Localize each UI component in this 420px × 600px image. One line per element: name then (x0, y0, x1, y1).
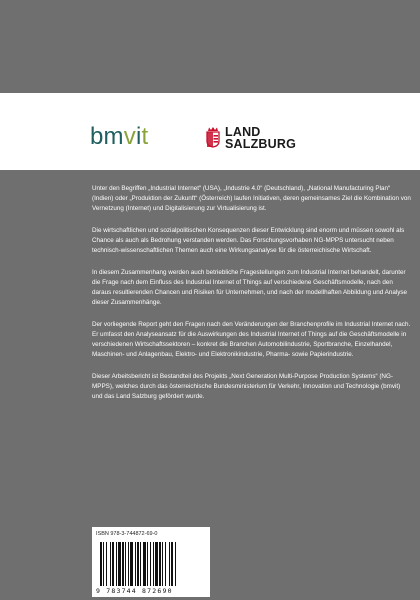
paragraph-5: Dieser Arbeitsbericht ist Bestandteil des Projekts „Next Generation Multi-Purpose Production Systems“ (NG-MPPS), welches durch das österreichische Bundesministerium für Verkehr, Innovation und Technologie (bmvit) und das Land Salzburg gefördert wurde. (92, 373, 401, 400)
land-label: LAND (225, 125, 261, 139)
barcode-icon (96, 542, 206, 586)
top-gray-band (0, 0, 420, 93)
paragraph-1: Unter den Begriffen „Industrial Internet“ (USA), „Industrie 4.0“ (Deutschland), „National Manufacturing Plan“ (Indien) oder „Produktion der Zukunft“ (Österreich) laufen Initiativen, deren gemeinsames Ziel die Kombination von Vernetzung (Internet) und Digitalisierung zur Virtualisierung ist. (92, 185, 411, 212)
paragraph-3: In diesem Zusammenhang werden auch betriebliche Fragestellungen zum Industrial Internet behandelt, darunter die Frage nach dem Einfluss des Industrial Internet of Things auf verschiedene Geschäftsmodelle, nach den daraus resultierenden Chancen und Risiken für Unternehmen, und nach der modellhaften Abbildung und Analyse dieser Zusammenhänge. (92, 269, 408, 306)
barcode-digits: 9 783744 872690 (96, 587, 173, 595)
isbn-box (92, 527, 210, 597)
paragraph-2: Die wirtschaftlichen und sozialpolitischen Konsequenzen dieser Entwicklung sind enorm und müssen sowohl als Chance als auch als Bedrohung verstanden werden. Das Forschungsvorhaben NG-MPPS untersucht neben technisch-wissenschaftlichen Themen auch eine Wirkungsanalyse für die österreichische Wirtschaft. (92, 227, 405, 254)
back-cover-text (92, 184, 412, 414)
salzburg-coat-of-arms-icon (205, 126, 221, 148)
paragraph-4: Der vorliegende Report geht den Fragen nach den Veränderungen der Branchenprofile im Industrial Internet nach. Er umfasst den Analyseansatz für die Auswirkungen des Industrial Internet of Things auf die Geschäftsmodelle in verschiedenen Wirtschaftssektoren – konkret die Branchen Automobilindustrie, Sportbranche, Einzelhandel, Maschinen- und Anlagenbau, Elektro- und Elektronikindustrie, Pharma- sowie Papierindustrie. (92, 321, 411, 358)
salzburg-label: SALZBURG (225, 137, 297, 151)
land-salzburg-logo (225, 126, 296, 150)
bmvit-logo: bmvit (90, 123, 149, 150)
isbn-label: ISBN 978-3-744872-69-0 (96, 531, 158, 537)
